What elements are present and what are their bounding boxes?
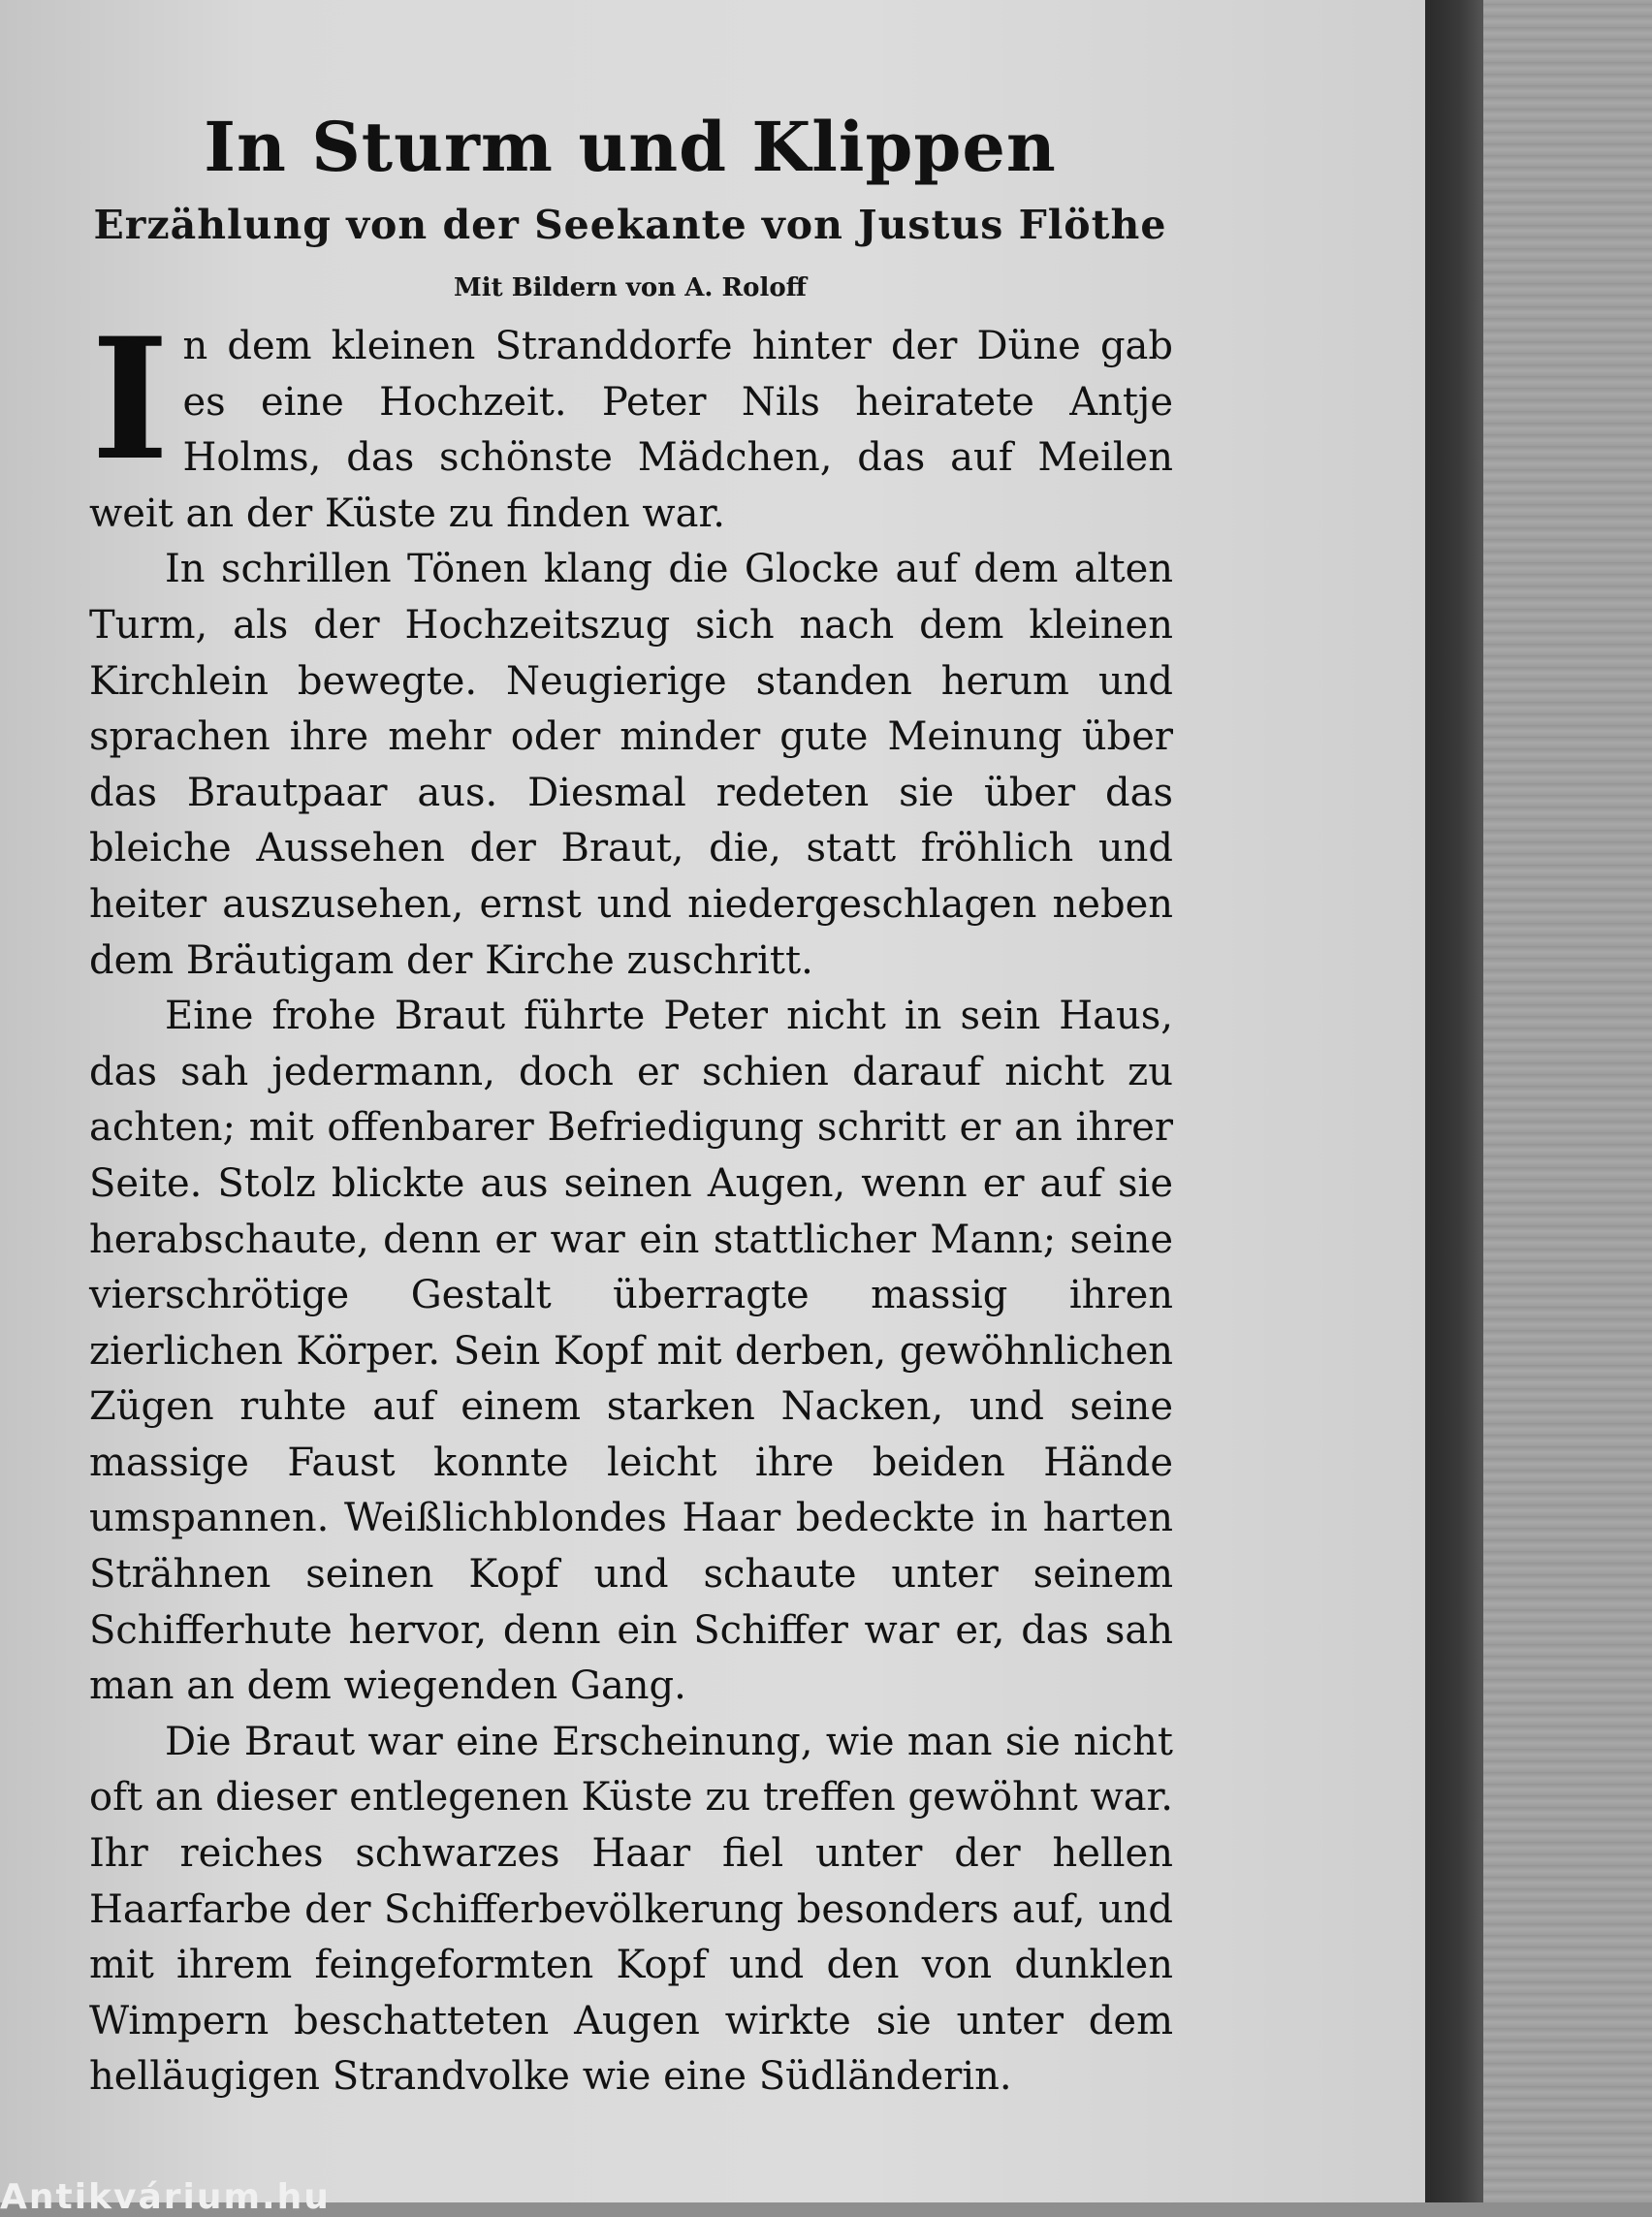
- story-subtitle: Erzählung von der Seekante von Justus Flöthe: [93, 202, 1167, 248]
- paragraph-1: [89, 301, 1173, 542]
- book-gutter: [1425, 0, 1483, 2202]
- background-surface: [1483, 0, 1652, 2202]
- illustration-credit: Mit Bildern von A. Roloff: [453, 273, 807, 302]
- drop-cap: I: [91, 301, 170, 497]
- story-text: [89, 301, 1173, 2106]
- paragraph-4: Die Braut war eine Erscheinung, wie man sie nicht oft an dieser entlegenen Küste zu treffen gewöhnt war. Ihr reiches schwarzes Haar fiel unter der hellen Haarfarbe der Schifferbevölkerung besonders auf, und mit ihrem feingeformten Kopf und den von dunklen Wimpern beschatteten Augen wirkte sie unter dem helläugigen Strandvolke wie eine Südländerin.: [89, 1719, 1173, 2100]
- story-title: In Sturm und Klippen: [204, 107, 1057, 187]
- paragraph-2: In schrillen Tönen klang die Glocke auf dem alten Turm, als der Hochzeitszug sich nach dem kleinen Kirchlein bewegte. Neugierige standen herum und sprachen ihre mehr oder minder gute Meinung über das Brautpaar aus. Diesmal redeten sie über das bleiche Aussehen der Braut, die, statt fröhlich und heiter auszusehen, ernst und niedergeschlagen neben dem Bräutigam der Kirche zuschritt.: [89, 547, 1173, 983]
- paragraph-3: Eine frohe Braut führte Peter nicht in sein Haus, das sah jedermann, doch er schien darauf nicht zu achten; mit offenbarer Befriedigung schritt er an ihrer Seite. Stolz blickte aus seinen Augen, wenn er auf sie herabschaute, denn er war ein stattlicher Mann; seine vierschrötige Gestalt überragte massig ihren zierlichen Körper. Sein Kopf mit derben, gewöhnlichen Zügen ruhte auf einem starken Nacken, und seine massige Faust konnte leicht ihre beiden Hände umspannen. Weißlichblondes Haar bedeckte in harten Strähnen seinen Kopf und schaute unter seinem Schifferhute hervor, denn ein Schiffer war er, das sah man an dem wiegenden Gang.: [89, 994, 1173, 1709]
- paragraph-text: n dem kleinen Stranddorfe hinter der Düne gab es eine Hochzeit. Peter Nils heiratete Antje Holms, das schönste Mädchen, das auf Meilen weit an der Küste zu finden war.: [89, 324, 1173, 536]
- watermark: Antikvárium.hu: [0, 2177, 331, 2217]
